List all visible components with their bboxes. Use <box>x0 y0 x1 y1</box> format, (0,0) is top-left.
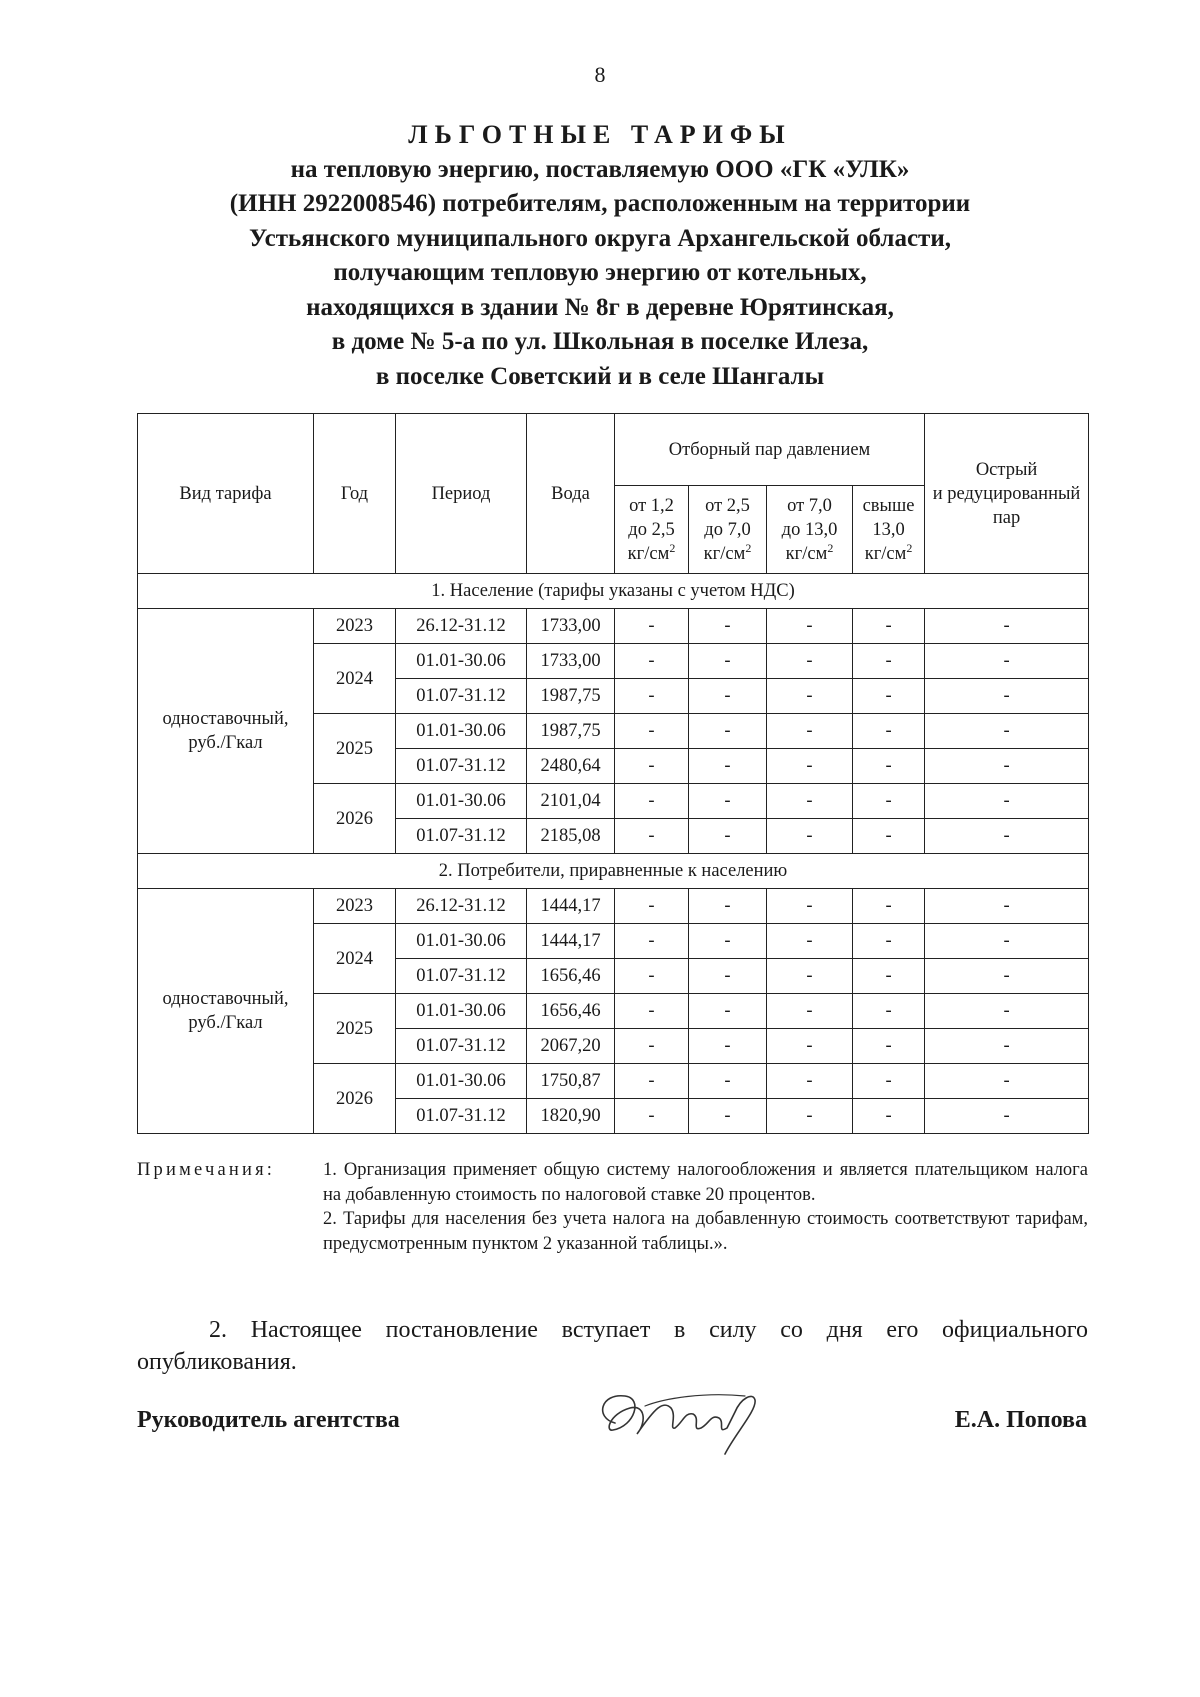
empty-value-cell: - <box>767 609 853 644</box>
year-cell: 2024 <box>314 924 396 994</box>
empty-value-cell: - <box>615 994 689 1029</box>
title-line: в поселке Советский и в селе Шангалы <box>375 362 825 390</box>
period-cell: 01.01-30.06 <box>396 924 527 959</box>
empty-value-cell: - <box>615 784 689 819</box>
header-steam-col: от 2,5 до 7,0 $кг/см^2$ <box>689 486 767 574</box>
empty-value-cell: - <box>689 889 767 924</box>
period-cell: 26.12-31.12 <box>396 609 527 644</box>
empty-value-cell: - <box>925 784 1089 819</box>
empty-value-cell: - <box>767 1064 853 1099</box>
empty-value-cell: - <box>767 924 853 959</box>
page-number: 8 <box>594 62 606 87</box>
year-cell: 2025 <box>314 714 396 784</box>
section-row <box>138 574 1089 609</box>
year-cell: 2023 <box>314 889 396 924</box>
empty-value-cell: - <box>925 749 1089 784</box>
period-cell: 01.01-30.06 <box>396 784 527 819</box>
table-row <box>138 889 1089 924</box>
empty-value-cell: - <box>689 609 767 644</box>
empty-value-cell: - <box>615 714 689 749</box>
empty-value-cell: - <box>767 819 853 854</box>
empty-value-cell: - <box>925 1099 1089 1134</box>
header-steam-col: свыше 13,0 $кг/см^2$ <box>853 486 925 574</box>
water-tariff-cell: 1733,00 <box>527 644 615 679</box>
empty-value-cell: - <box>689 1064 767 1099</box>
header-water: Вода <box>527 414 615 574</box>
period-cell: 01.07-31.12 <box>396 679 527 714</box>
water-tariff-cell: 1987,75 <box>527 679 615 714</box>
header-type: Вид тарифа <box>138 414 314 574</box>
empty-value-cell: - <box>689 749 767 784</box>
empty-value-cell: - <box>689 1099 767 1134</box>
empty-value-cell: - <box>767 959 853 994</box>
empty-value-cell: - <box>767 749 853 784</box>
empty-value-cell: - <box>853 1064 925 1099</box>
title-line: получающим тепловую энергию от котельных, <box>333 259 867 286</box>
empty-value-cell: - <box>925 714 1089 749</box>
note-item: 1. Организация применяет общую систему налогообложения и является плательщиком налога на добавленную стоимость по налоговой ставке 20 процентов. <box>323 1160 1088 1205</box>
empty-value-cell: - <box>853 679 925 714</box>
title-line: находящихся в здании № 8г в деревне Юрятинская, <box>306 293 894 321</box>
period-cell: 01.07-31.12 <box>396 749 527 784</box>
table-row <box>138 609 1089 644</box>
header-sharp-steam: Острый и редуцированный пар <box>925 414 1089 574</box>
empty-value-cell: - <box>853 994 925 1029</box>
water-tariff-cell: 1656,46 <box>527 959 615 994</box>
empty-value-cell: - <box>615 1064 689 1099</box>
notes <box>137 1158 1088 1256</box>
note-item: 2. Тарифы для населения без учета налога на добавленную стоимость соответствуют тарифам, предусмотренным пунктом 2 указанной таблицы.». <box>323 1209 1088 1254</box>
empty-value-cell: - <box>767 1029 853 1064</box>
empty-value-cell: - <box>853 644 925 679</box>
empty-value-cell: - <box>689 784 767 819</box>
tariff-table <box>137 413 1089 1134</box>
title-line: Устьянского муниципального округа Архангельской области, <box>249 224 951 252</box>
empty-value-cell: - <box>853 1029 925 1064</box>
empty-value-cell: - <box>689 679 767 714</box>
empty-value-cell: - <box>689 819 767 854</box>
water-tariff-cell: 1987,75 <box>527 714 615 749</box>
empty-value-cell: - <box>615 889 689 924</box>
signer-name: Е.А. Попова <box>954 1407 1087 1433</box>
water-tariff-cell: 1656,46 <box>527 994 615 1029</box>
empty-value-cell: - <box>615 749 689 784</box>
empty-value-cell: - <box>925 889 1089 924</box>
empty-value-cell: - <box>853 924 925 959</box>
notes-list <box>323 1158 1088 1256</box>
year-cell: 2026 <box>314 784 396 854</box>
document-title <box>0 118 1200 394</box>
empty-value-cell: - <box>767 644 853 679</box>
empty-value-cell: - <box>767 784 853 819</box>
water-tariff-cell: 2185,08 <box>527 819 615 854</box>
header-steam-col: от 7,0 до 13,0 $кг/см^2$ <box>767 486 853 574</box>
empty-value-cell: - <box>925 819 1089 854</box>
empty-value-cell: - <box>853 889 925 924</box>
header-steam-group: Отборный пар давлением <box>615 414 925 486</box>
period-cell: 01.07-31.12 <box>396 819 527 854</box>
title-line: на тепловую энергию, поставляемую ООО «ГК «УЛК» <box>290 155 910 183</box>
period-cell: 01.07-31.12 <box>396 1099 527 1134</box>
header-steam-col: от 1,2 до 2,5 $кг/см^2$ <box>615 486 689 574</box>
empty-value-cell: - <box>925 994 1089 1029</box>
year-cell: 2023 <box>314 609 396 644</box>
water-tariff-cell: 2480,64 <box>527 749 615 784</box>
empty-value-cell: - <box>767 679 853 714</box>
empty-value-cell: - <box>767 1099 853 1134</box>
water-tariff-cell: 1733,00 <box>527 609 615 644</box>
period-cell: 01.07-31.12 <box>396 959 527 994</box>
table-body <box>138 574 1089 1134</box>
section-row <box>138 854 1089 889</box>
signer-title: Руководитель агентства <box>137 1407 400 1433</box>
title-main: ЛЬГОТНЫЕ ТАРИФЫ <box>408 120 792 149</box>
empty-value-cell: - <box>767 994 853 1029</box>
period-cell: 01.07-31.12 <box>396 1029 527 1064</box>
water-tariff-cell: 2067,20 <box>527 1029 615 1064</box>
title-line: в доме № 5-а по ул. Школьная в поселке Илеза, <box>331 328 869 355</box>
closing-paragraph: 2. Настоящее постановление вступает в силу со дня его официального опубликования. <box>137 1317 1088 1375</box>
empty-value-cell: - <box>853 959 925 994</box>
section-title: 1. Население (тарифы указаны с учетом НДС) <box>138 574 1089 609</box>
water-tariff-cell: 1820,90 <box>527 1099 615 1134</box>
empty-value-cell: - <box>689 994 767 1029</box>
empty-value-cell: - <box>925 959 1089 994</box>
empty-value-cell: - <box>853 609 925 644</box>
empty-value-cell: - <box>615 609 689 644</box>
empty-value-cell: - <box>925 1029 1089 1064</box>
period-cell: 01.01-30.06 <box>396 644 527 679</box>
tariff-type-cell: одноставочный, руб./Гкал <box>138 889 314 1134</box>
water-tariff-cell: 2101,04 <box>527 784 615 819</box>
tariff-type-cell: одноставочный, руб./Гкал <box>138 609 314 854</box>
empty-value-cell: - <box>853 1099 925 1134</box>
period-cell: 26.12-31.12 <box>396 889 527 924</box>
empty-value-cell: - <box>853 784 925 819</box>
empty-value-cell: - <box>767 889 853 924</box>
notes-label: Примечания: <box>137 1160 276 1180</box>
empty-value-cell: - <box>925 679 1089 714</box>
section-title: 2. Потребители, приравненные к населению <box>138 854 1089 889</box>
empty-value-cell: - <box>925 1064 1089 1099</box>
empty-value-cell: - <box>615 959 689 994</box>
water-tariff-cell: 1444,17 <box>527 924 615 959</box>
empty-value-cell: - <box>853 819 925 854</box>
empty-value-cell: - <box>853 749 925 784</box>
header-year: Год <box>314 414 396 574</box>
empty-value-cell: - <box>689 959 767 994</box>
period-cell: 01.01-30.06 <box>396 714 527 749</box>
empty-value-cell: - <box>925 644 1089 679</box>
empty-value-cell: - <box>689 924 767 959</box>
empty-value-cell: - <box>689 1029 767 1064</box>
empty-value-cell: - <box>615 644 689 679</box>
period-cell: 01.01-30.06 <box>396 1064 527 1099</box>
year-cell: 2025 <box>314 994 396 1064</box>
empty-value-cell: - <box>689 644 767 679</box>
empty-value-cell: - <box>853 714 925 749</box>
empty-value-cell: - <box>615 679 689 714</box>
header-period: Период <box>396 414 527 574</box>
empty-value-cell: - <box>767 714 853 749</box>
water-tariff-cell: 1444,17 <box>527 889 615 924</box>
year-cell: 2024 <box>314 644 396 714</box>
title-line: (ИНН 2922008546) потребителям, расположенным на территории <box>229 190 971 217</box>
empty-value-cell: - <box>615 1029 689 1064</box>
empty-value-cell: - <box>615 819 689 854</box>
empty-value-cell: - <box>689 714 767 749</box>
empty-value-cell: - <box>925 924 1089 959</box>
empty-value-cell: - <box>925 609 1089 644</box>
year-cell: 2026 <box>314 1064 396 1134</box>
signature-image <box>585 1378 775 1458</box>
period-cell: 01.01-30.06 <box>396 994 527 1029</box>
empty-value-cell: - <box>615 924 689 959</box>
empty-value-cell: - <box>615 1099 689 1134</box>
water-tariff-cell: 1750,87 <box>527 1064 615 1099</box>
